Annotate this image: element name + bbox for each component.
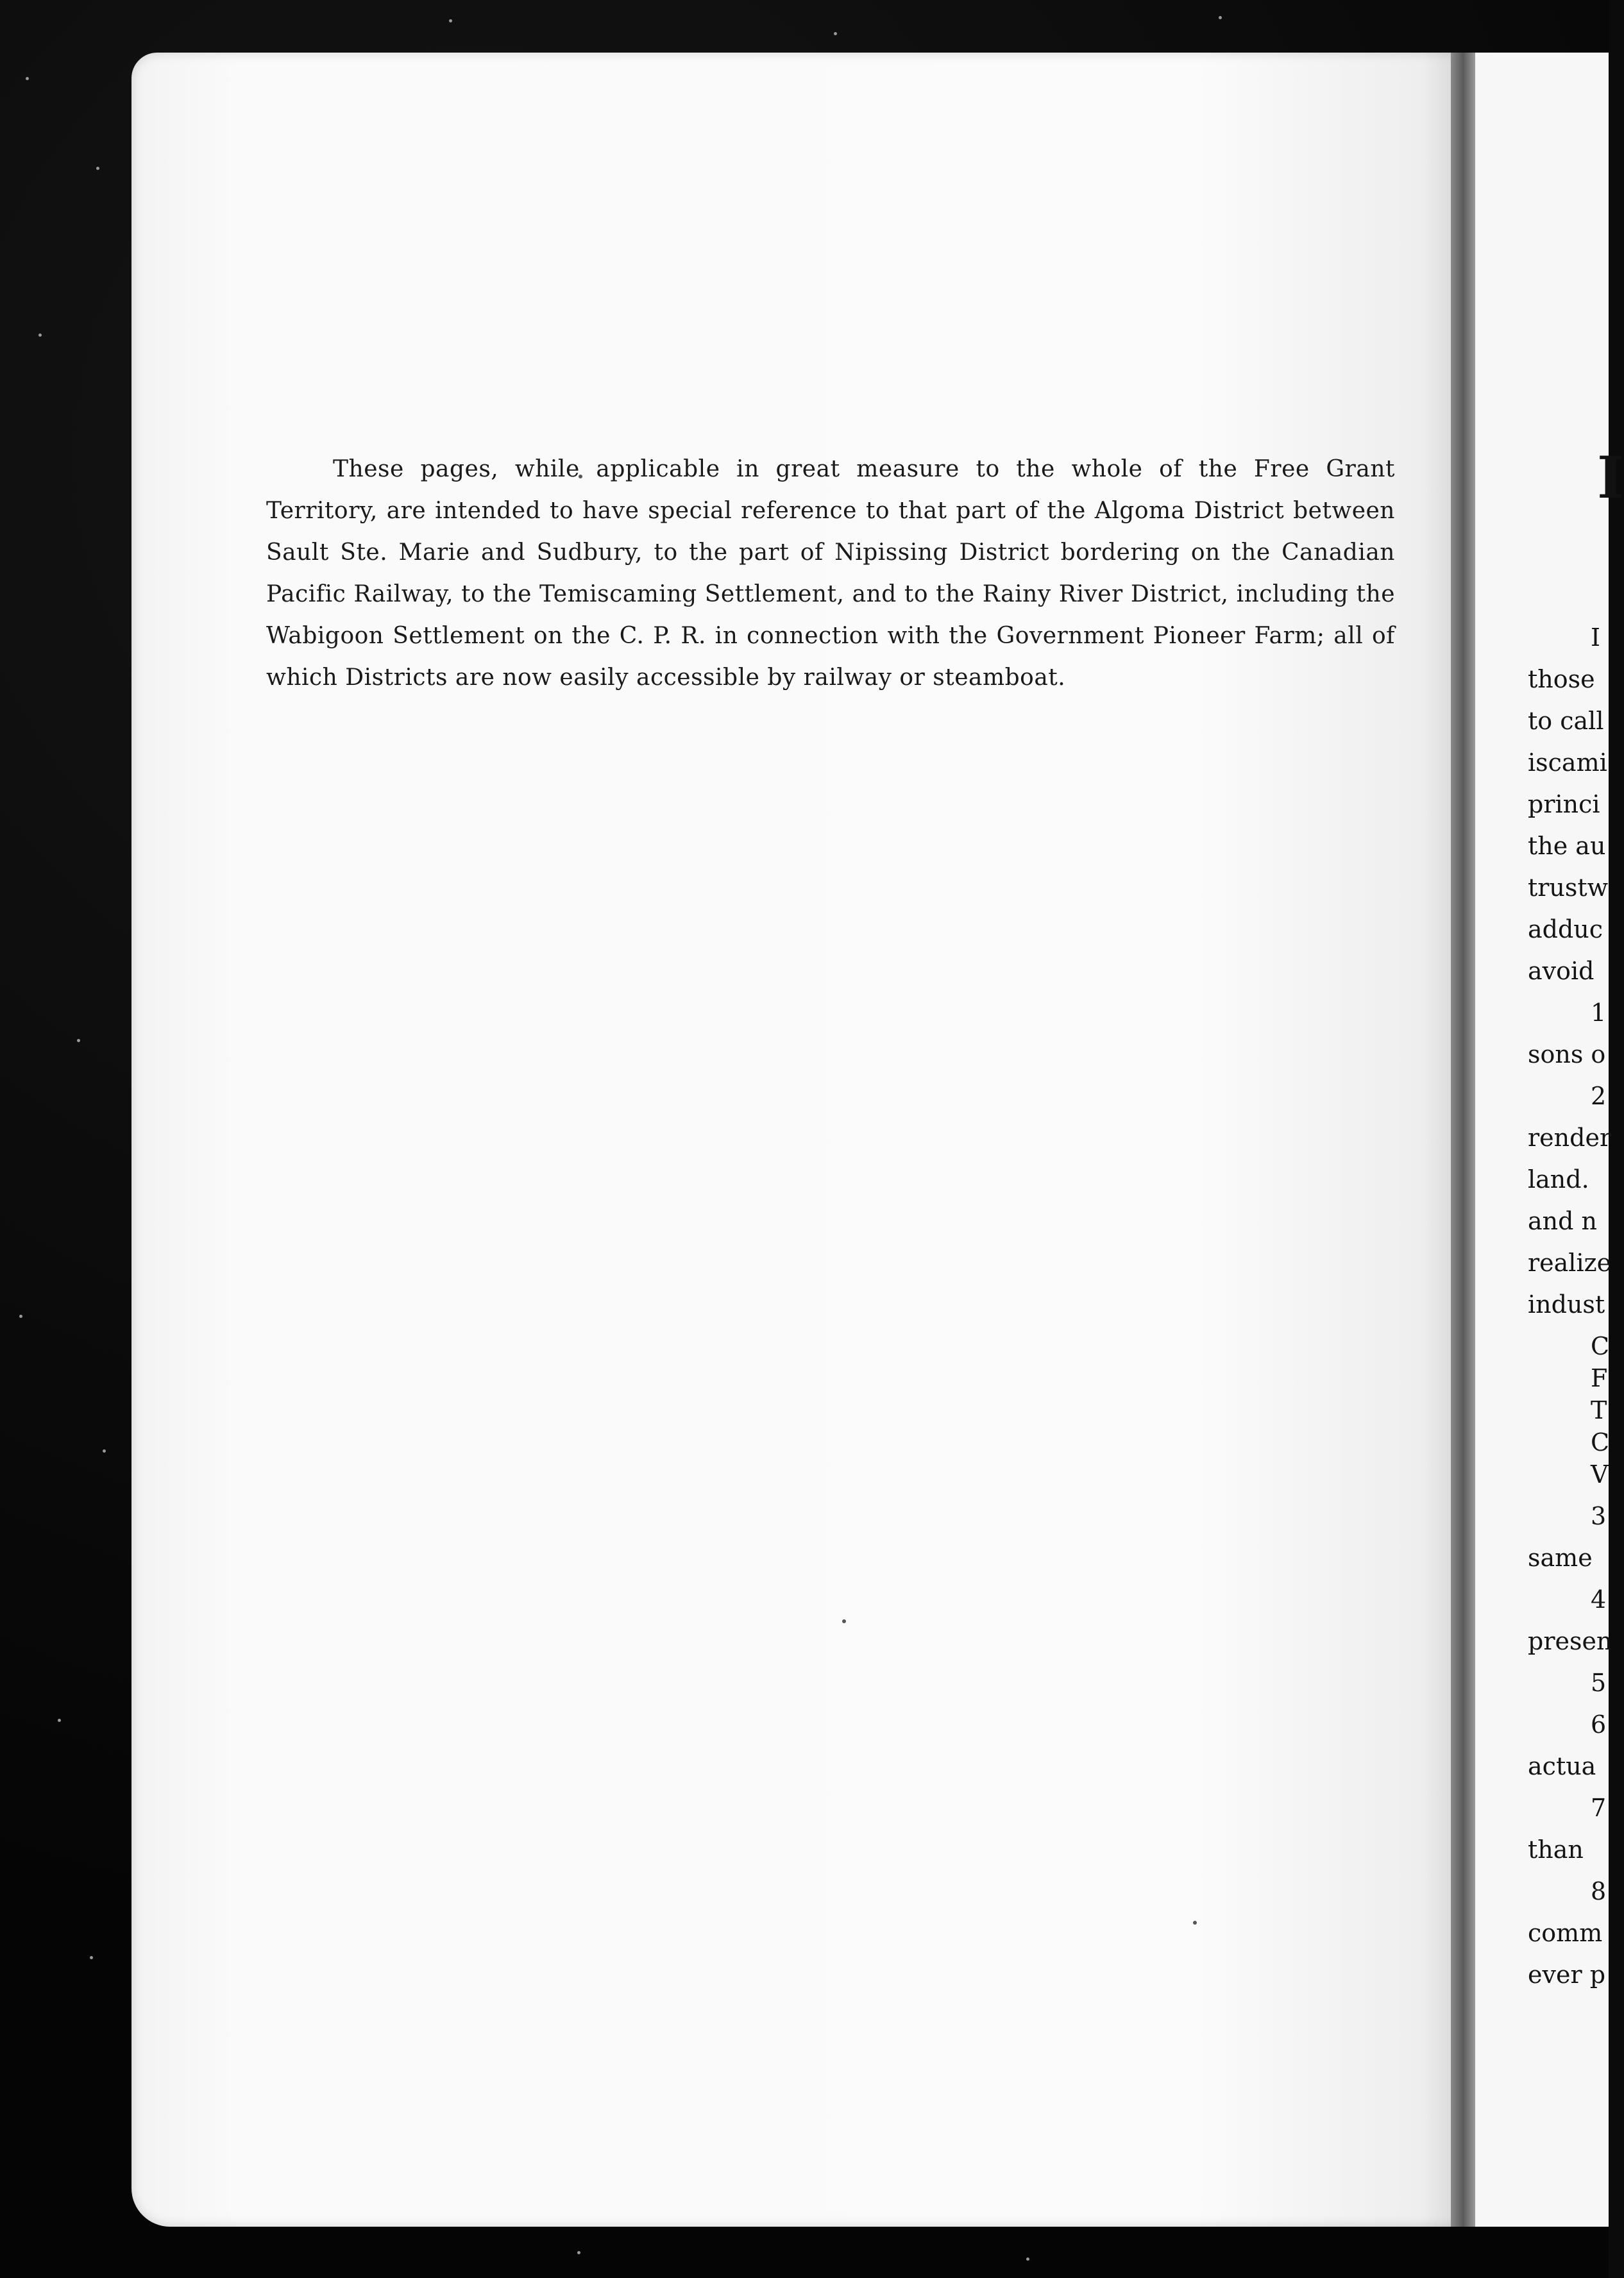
- dust-speck: [103, 1449, 106, 1453]
- right-line: the au: [1528, 832, 1606, 860]
- right-line: those: [1528, 665, 1595, 693]
- page-mark: [842, 1619, 846, 1623]
- right-page-cropped: [1475, 53, 1624, 2227]
- right-line: to call: [1528, 707, 1604, 735]
- right-line: I: [1591, 623, 1601, 652]
- dust-speck: [96, 167, 99, 170]
- right-line: 1: [1591, 999, 1607, 1027]
- right-line: iscami: [1528, 748, 1607, 777]
- right-line: land.: [1528, 1165, 1589, 1194]
- right-line: 7: [1591, 1794, 1607, 1822]
- dust-speck: [449, 19, 452, 22]
- right-line: presen: [1528, 1627, 1612, 1655]
- right-line: C: [1591, 1428, 1610, 1456]
- dust-speck: [1026, 2257, 1029, 2261]
- right-line: and n: [1528, 1207, 1598, 1235]
- right-line: sons o: [1528, 1040, 1606, 1068]
- right-page-heading-fragment: I: [1597, 444, 1624, 512]
- dust-speck: [1219, 16, 1222, 19]
- right-line: than: [1528, 1835, 1584, 1864]
- right-line: realize: [1528, 1249, 1612, 1277]
- right-line: 3: [1591, 1502, 1607, 1530]
- right-line: princi: [1528, 790, 1600, 818]
- right-line: indust: [1528, 1290, 1605, 1319]
- right-line: 5: [1591, 1669, 1607, 1697]
- dust-speck: [90, 1956, 93, 1959]
- right-line: adduc: [1528, 915, 1603, 943]
- right-line: 8: [1591, 1877, 1607, 1905]
- right-line: 6: [1591, 1710, 1607, 1739]
- dust-speck: [77, 1039, 80, 1042]
- right-line: same: [1528, 1544, 1593, 1572]
- right-line: F: [1591, 1364, 1608, 1392]
- right-line: comm: [1528, 1919, 1603, 1947]
- right-line: T: [1591, 1396, 1607, 1424]
- right-line: C: [1591, 1332, 1610, 1360]
- right-line: ever p: [1528, 1961, 1606, 1989]
- dust-speck: [58, 1719, 61, 1722]
- right-line: actua: [1528, 1752, 1596, 1780]
- dust-speck: [834, 32, 837, 35]
- dust-speck: [577, 2251, 580, 2254]
- left-page: [131, 53, 1462, 2227]
- page-mark: [1193, 1921, 1197, 1925]
- right-line: 4: [1591, 1585, 1607, 1614]
- right-line: V: [1591, 1460, 1609, 1489]
- right-line: avoid: [1528, 957, 1594, 985]
- right-line: render: [1528, 1124, 1612, 1152]
- free-grant-note: These pages, while applicable in great measure to the whole of the Free Grant Territory, are intended to have special reference to that part of the Algoma District between Sault Ste. Marie and Sudbury, to the part of Nipissing District bordering on the Canadian Pacific Railway, to the Temiscaming Settlement, and to the Rainy River District, including the Wabigoon Settlement on the C. P. R. in connection with the Government Pioneer Farm; all of which Districts are now easily accessible by railway or steamboat.: [266, 456, 1395, 691]
- right-line: 2: [1591, 1082, 1607, 1110]
- dust-speck: [38, 333, 42, 337]
- dust-speck: [19, 1315, 22, 1318]
- right-line: trustw: [1528, 873, 1609, 902]
- dust-speck: [26, 77, 29, 80]
